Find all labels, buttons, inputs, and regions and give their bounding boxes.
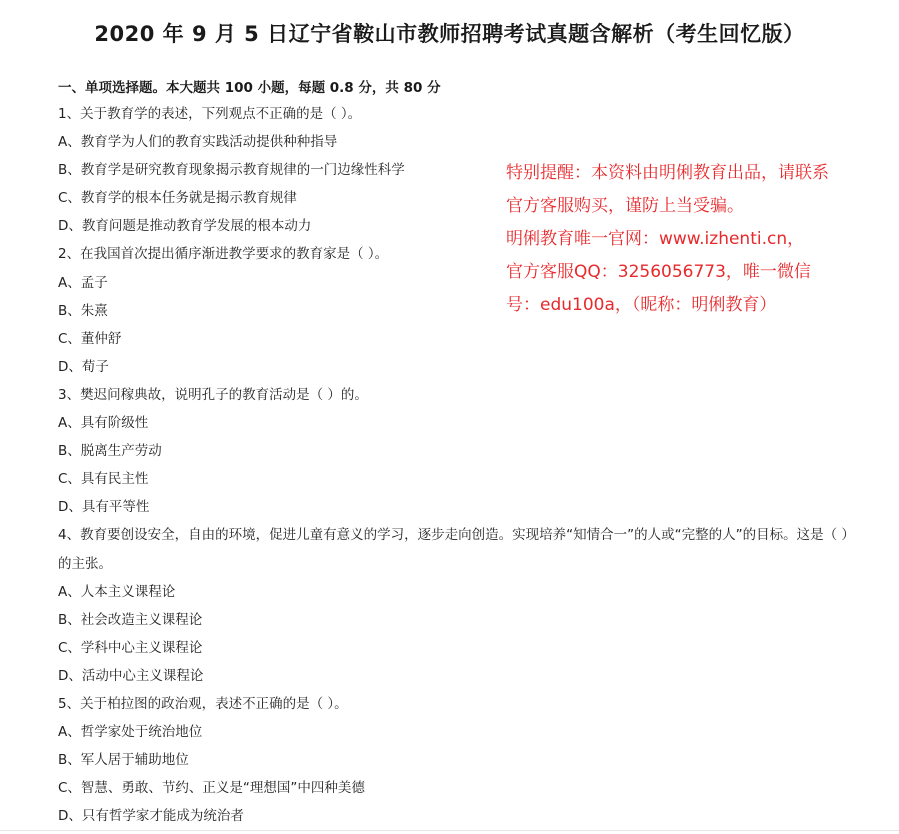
- bottom-divider: [0, 830, 899, 831]
- question-3-option-c: C、具有民主性: [58, 471, 149, 488]
- question-2-stem: 2、在我国首次提出循序渐进教学要求的教育家是（ ）。: [58, 246, 389, 263]
- question-4-option-a: A、人本主义课程论: [58, 583, 176, 600]
- question-1-option-b: B、教育学是研究教育现象揭示教育规律的一门边缘性科学: [58, 162, 405, 179]
- question-4-stem-continued: 的主张。: [58, 555, 112, 572]
- question-3-option-a: A、具有阶级性: [58, 415, 149, 432]
- question-4-option-d: D、活动中心主义课程论: [58, 667, 204, 684]
- notice-line-2: 官方客服购买，谨防上当受骗。: [506, 196, 744, 216]
- question-5-option-d: D、只有哲学家才能成为统治者: [58, 808, 244, 825]
- question-2-option-d: D、荀子: [58, 358, 109, 375]
- notice-line-1: 特别提醒：本资料由明俐教育出品，请联系: [506, 163, 829, 183]
- red-notice-box: [506, 157, 866, 322]
- notice-line-website: 明俐教育唯一官网：www.izhenti.cn，: [506, 229, 805, 249]
- question-5-option-b: B、军人居于辅助地位: [58, 752, 189, 769]
- question-5-option-c: C、智慧、勇敢、节约、正义是“理想国”中四种美德: [58, 780, 365, 797]
- question-2-option-b: B、朱熹: [58, 302, 108, 319]
- question-1-option-a: A、教育学为人们的教育实践活动提供种种指导: [58, 134, 338, 151]
- question-1-stem: 1、关于教育学的表述，下列观点不正确的是（ ）。: [58, 106, 362, 122]
- notice-line-wechat: 号：edu100a，（昵称：明俐教育）: [506, 295, 777, 315]
- question-1-option-c: C、教育学的根本任务就是揭示教育规律: [58, 190, 297, 207]
- question-4-stem: 4、教育要创设安全，自由的环境，促进儿童有意义的学习，逐步走向创造。实现培养“知情合一”的人或“完整的人”的目标。这是（ ）: [58, 527, 855, 544]
- question-3-option-d: D、具有平等性: [58, 499, 150, 516]
- question-4-option-b: B、社会改造主义课程论: [58, 611, 203, 628]
- question-3-option-b: B、脱离生产劳动: [58, 443, 162, 460]
- document-title: 2020 年 9 月 5 日辽宁省鞍山市教师招聘考试真题含解析（考生回忆版）: [94, 22, 805, 46]
- section-heading: 一、单项选择题。本大题共 100 小题，每题 0.8 分，共 80 分: [58, 80, 441, 96]
- question-5-stem: 5、关于柏拉图的政治观，表述不正确的是（ ）。: [58, 695, 348, 712]
- question-4-option-c: C、学科中心主义课程论: [58, 639, 203, 656]
- question-1-option-d: D、教育问题是推动教育学发展的根本动力: [58, 218, 312, 235]
- question-3-stem: 3、樊迟问稼典故，说明孔子的教育活动是（ ）的。: [58, 386, 368, 403]
- question-5-option-a: A、哲学家处于统治地位: [58, 724, 203, 741]
- question-2-option-c: C、董仲舒: [58, 330, 122, 347]
- question-2-option-a: A、孟子: [58, 274, 108, 291]
- notice-line-qq: 官方客服QQ：3256056773，唯一微信: [506, 262, 811, 282]
